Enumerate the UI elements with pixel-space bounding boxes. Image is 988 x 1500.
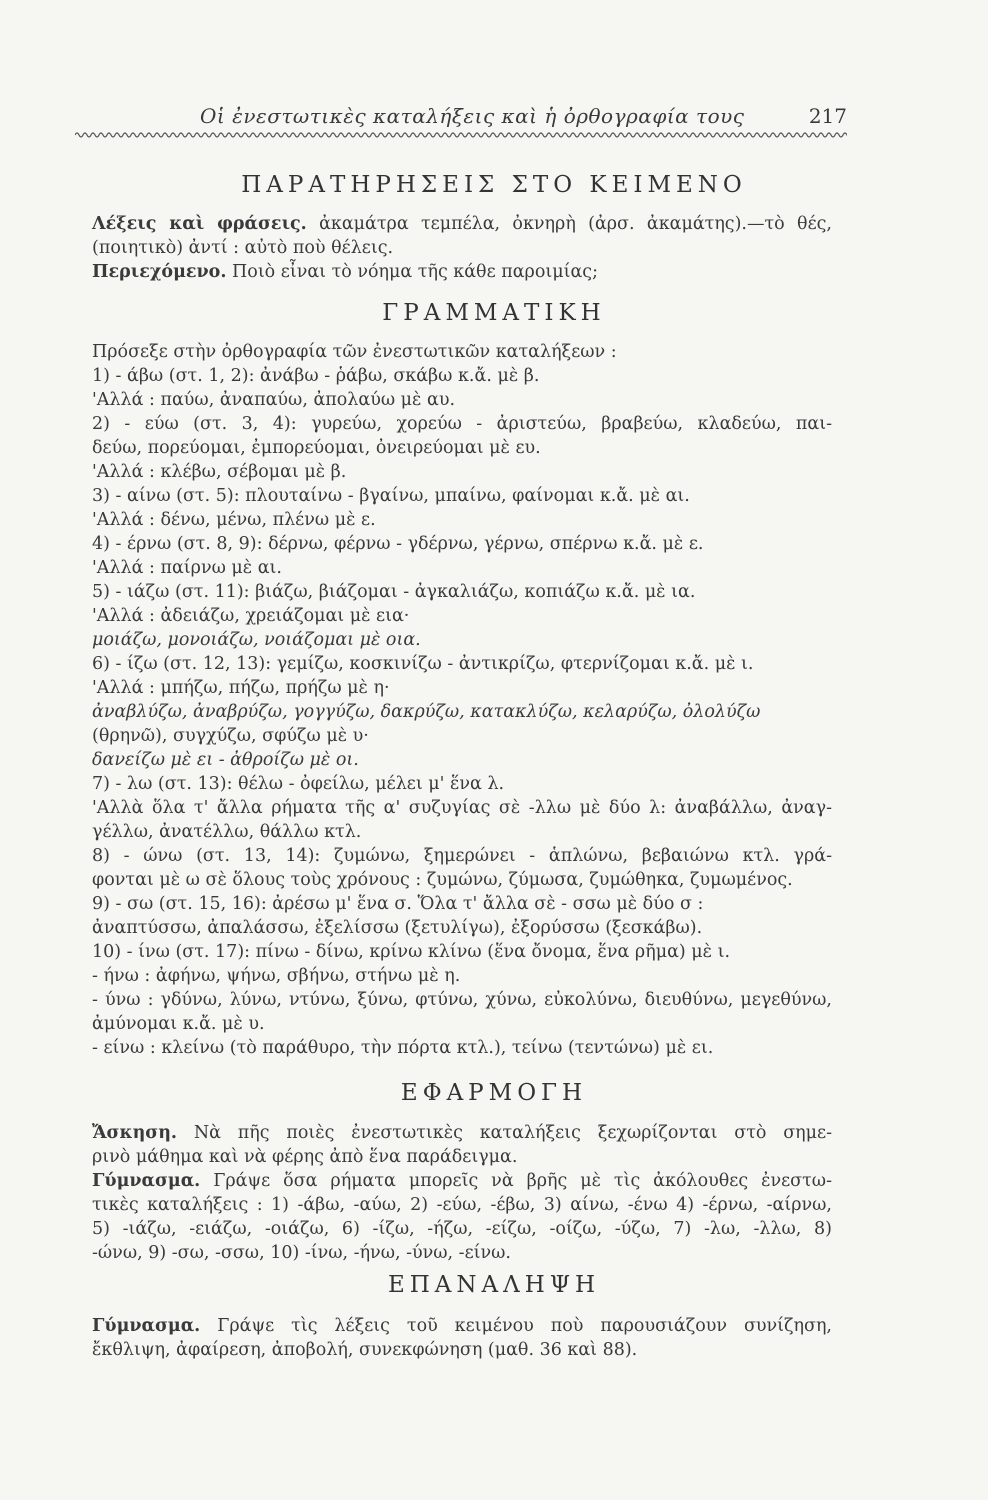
grammar-line: 'Αλλά : μπήζω, πήζω, πρήζω μὲ η· bbox=[92, 678, 390, 698]
grammar-line: φονται μὲ ω σὲ ὅλους τοὺς χρόνους : ζυμώνω, ζύμωσα, ζυμώθηκα, ζυμωμένος. bbox=[92, 870, 793, 890]
grammar-line: 'Αλλά : παίρνω μὲ αι. bbox=[92, 558, 282, 578]
grammar-line: 5) - ιάζω (στ. 11): βιάζω, βιάζομαι - ἀγκαλιάζω, κοπιάζω κ.ἄ. μὲ ια. bbox=[92, 582, 696, 602]
grammar-line: 1) - άβω (στ. 1, 2): ἀνάβω - ῥάβω, σκάβω κ.ἄ. μὲ β. bbox=[92, 366, 540, 386]
grammar-line: 10) - ίνω (στ. 17): πίνω - δίνω, κρίνω κλίνω (ἕνα ὄνομα, ἕνα ρῆμα) μὲ ι. bbox=[92, 942, 731, 962]
observations-section bbox=[92, 212, 832, 284]
observations-heading: ΠΑΡΑΤΗΡΗΣΕΙΣ ΣΤΟ ΚΕΙΜΕΝΟ bbox=[241, 172, 747, 198]
exercise-line-2: ρινὸ μάθημα καὶ νὰ φέρης ἀπὸ ἕνα παράδειγμα. bbox=[92, 1147, 518, 1167]
grammar-line: 'Αλλά : κλέβω, σέβομαι μὲ β. bbox=[92, 462, 347, 482]
page-number: 217 bbox=[808, 104, 847, 128]
gymnasma-line-1: Γύμνασμα. Γράψε ὅσα ρήματα μπορεῖς νὰ βρῆς μὲ τὶς ἀκόλουθες ἐνεστω- bbox=[92, 1171, 832, 1191]
review-gymnasma-label: Γύμνασμα. bbox=[92, 1316, 201, 1336]
grammar-line: (θρηνῶ), συγχύζω, σφύζω μὲ υ· bbox=[92, 726, 369, 746]
grammar-line: 'Αλλὰ ὅλα τ' ἄλλα ρήματα τῆς α' συζυγίας σὲ -λλω μὲ δύο λ: ἀναβάλλω, ἀναγ- bbox=[92, 798, 832, 818]
content-label: Περιεχόμενο. bbox=[92, 262, 227, 282]
grammar-line: 7) - λω (στ. 13): θέλω - ὀφείλω, μέλει μ' ἕνα λ. bbox=[92, 774, 505, 794]
observations-line-2: (ποιητικὸ) ἀντί : αὐτὸ ποὺ θέλεις. bbox=[92, 238, 394, 258]
grammar-line: 9) - σω (στ. 15, 16): ἀρέσω μ' ἕνα σ. Ὅλα τ' ἄλλα σὲ - σσω μὲ δύο σ : bbox=[92, 894, 704, 914]
grammar-line: 8) - ώνω (στ. 13, 14): ζυμώνω, ξημερώνει - ἁπλώνω, βεβαιώνω κτλ. γρά- bbox=[92, 846, 832, 866]
gymnasma-line-2: τικὲς καταλήξεις : 1) -άβω, -αύω, 2) -εύω, -έβω, 3) αίνω, -ένω 4) -έρνω, -αίρνω, bbox=[92, 1195, 832, 1215]
grammar-line: δεύω, πορεύομαι, ἐμπορεύομαι, ὀνειρεύομαι μὲ ευ. bbox=[92, 438, 541, 458]
exercise-line-1: Ἄσκηση. Νὰ πῆς ποιὲς ἐνεστωτικὲς καταλήξεις ξεχωρίζονται στὸ σημε- bbox=[92, 1123, 832, 1143]
review-line-1: Γύμνασμα. Γράψε τὶς λέξεις τοῦ κειμένου ποὺ παρουσιάζουν συνίζηση, bbox=[92, 1316, 832, 1336]
grammar-line: 4) - έρνω (στ. 8, 9): δέρνω, φέρνω - γδέρνω, γέρνω, σπέρνω κ.ἄ. μὲ ε. bbox=[92, 534, 704, 554]
observations-line-3: Περιεχόμενο. Ποιὸ εἶναι τὸ νόημα τῆς κάθε παροιμίας; bbox=[92, 262, 598, 282]
review-section bbox=[92, 1314, 832, 1362]
grammar-section bbox=[92, 340, 832, 1060]
grammar-line: ἀναβλύζω, ἀναβρύζω, γογγύζω, δακρύζω, κατακλύζω, κελαρύζω, ὀλολύζω bbox=[92, 702, 761, 722]
grammar-line: γέλλω, ἀνατέλλω, θάλλω κτλ. bbox=[92, 822, 362, 842]
application-heading: ΕΦΑΡΜΟΓΗ bbox=[400, 1080, 588, 1106]
gymnasma-label: Γύμνασμα. bbox=[92, 1171, 201, 1191]
grammar-line: ἀναπτύσσω, ἀπαλάσσω, ἐξελίσσω (ξετυλίγω), ἐξορύσσω (ξεσκάβω). bbox=[92, 918, 703, 938]
grammar-line: - είνω : κλείνω (τὸ παράθυρο, τὴν πόρτα κτλ.), τείνω (τεντώνω) μὲ ει. bbox=[92, 1038, 714, 1058]
grammar-line: Πρόσεξε στὴν ὀρθογραφία τῶν ἐνεστωτικῶν καταλήξεων : bbox=[92, 342, 617, 362]
grammar-line: - ύνω : γδύνω, λύνω, ντύνω, ξύνω, φτύνω, χύνω, εὐκολύνω, διευθύνω, μεγεθύνω, bbox=[92, 990, 832, 1010]
grammar-line: 'Αλλά : παύω, ἀναπαύω, ἀπολαύω μὲ αυ. bbox=[92, 390, 456, 410]
running-title: Οἱ ἐνεστωτικὲς καταλήξεις καὶ ἡ ὀρθογραφία τους bbox=[200, 104, 745, 128]
grammar-line: ἀμύνομαι κ.ἄ. μὲ υ. bbox=[92, 1014, 265, 1034]
grammar-heading: ΓΡΑΜΜΑΤΙΚΗ bbox=[382, 300, 606, 326]
review-heading: ΕΠΑΝΑΛΗΨΗ bbox=[387, 1272, 601, 1298]
page-header bbox=[75, 100, 847, 130]
grammar-line: 'Αλλά : δένω, μένω, πλένω μὲ ε. bbox=[92, 510, 376, 530]
application-section bbox=[92, 1121, 832, 1265]
grammar-line: - ήνω : ἀφήνω, ψήνω, σβήνω, στήνω μὲ η. bbox=[92, 966, 461, 986]
grammar-line: μοιάζω, μονοιάζω, νοιάζομαι μὲ οια. bbox=[92, 630, 421, 650]
words-phrases-label: Λέξεις καὶ φράσεις. bbox=[92, 214, 307, 234]
review-line-2: ἔκθλιψη, ἀφαίρεση, ἀποβολή, συνεκφώνηση (μαθ. 36 καὶ 88). bbox=[92, 1340, 638, 1360]
grammar-line: 2) - εύω (στ. 3, 4): γυρεύω, χορεύω - ἀριστεύω, βραβεύω, κλαδεύω, παι- bbox=[92, 414, 832, 434]
gymnasma-line-4: -ώνω, 9) -σω, -σσω, 10) -ίνω, -ήνω, -ύνω, -είνω. bbox=[92, 1243, 511, 1263]
grammar-line: δανείζω μὲ ει - ἀθροίζω μὲ οι. bbox=[92, 750, 359, 770]
observations-line-1: Λέξεις καὶ φράσεις. ἀκαμάτρα τεμπέλα, ὀκνηρὴ (ἀρσ. ἀκαμάτης).—τὸ θές, bbox=[92, 214, 832, 234]
gymnasma-line-3: 5) -ιάζω, -ειάζω, -οιάζω, 6) -ίζω, -ήζω, -είζω, -οίζω, -ύζω, 7) -λω, -λλω, 8) bbox=[92, 1219, 832, 1239]
grammar-line: 6) - ίζω (στ. 12, 13): γεμίζω, κοσκινίζω - ἀντικρίζω, φτερνίζομαι κ.ἄ. μὲ ι. bbox=[92, 654, 754, 674]
wavy-rule bbox=[75, 130, 847, 140]
grammar-line: 'Αλλά : ἀδειάζω, χρειάζομαι μὲ εια· bbox=[92, 606, 410, 626]
exercise-label: Ἄσκηση. bbox=[92, 1123, 178, 1143]
grammar-line: 3) - αίνω (στ. 5): πλουταίνω - βγαίνω, μπαίνω, φαίνομαι κ.ἄ. μὲ αι. bbox=[92, 486, 690, 506]
